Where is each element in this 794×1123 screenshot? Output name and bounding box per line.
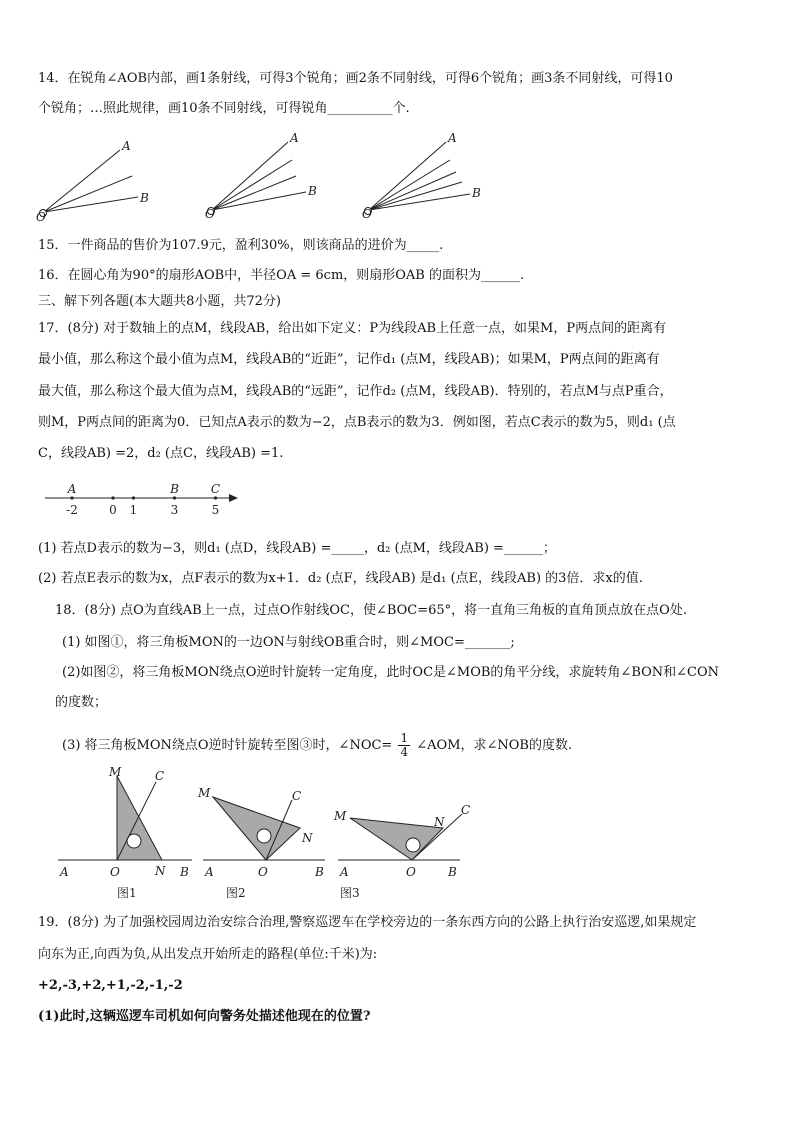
- fig2-label-b: B: [308, 184, 317, 198]
- q18-f1-label-n: N: [155, 864, 166, 878]
- q18-part3-post: ∠AOM，求∠NOB的度数.: [416, 738, 573, 753]
- q18-f3-label-o: O: [406, 865, 416, 879]
- number-line-value-4: 5: [211, 503, 220, 517]
- q18-f2-label-c: C: [292, 789, 302, 803]
- q18-caption-3: 图3: [340, 886, 360, 900]
- q16-line: 16．在圆心角为90°的扇形AOB中，半径OA = 6cm，则扇形OAB 的面积为______.: [38, 268, 525, 283]
- q18-line1: 18．(8分) 点O为直线AB上一点，过点O作射线OC，使∠BOC=65°，将一直角三角板的直角顶点放在点O处.: [55, 603, 687, 618]
- q18-f3-label-n: N: [434, 815, 445, 829]
- number-line-value-0: -2: [66, 503, 78, 517]
- fig2-label-o: O: [205, 207, 215, 221]
- number-line-value-1: 0: [109, 503, 117, 517]
- q18-part1: (1) 如图①，将三角板MON的一边ON与射线OB重合时，则∠MOC=_______;: [62, 635, 515, 650]
- q18-caption-1: 图1: [117, 886, 137, 900]
- q18-f1-label-m: M: [109, 765, 122, 779]
- number-line-value-2: 1: [129, 503, 138, 517]
- fig2-label-a: A: [290, 131, 299, 145]
- number-line-label-3: B: [170, 482, 179, 496]
- fig3-label-a: A: [448, 131, 457, 145]
- q18-part2a: (2)如图②，将三角板MON绕点O逆时针旋转一定角度，此时OC是∠MOB的角平分线，求旋转角∠BON和∠CON: [62, 665, 720, 680]
- q18-figure-2: [203, 797, 325, 860]
- q17-line-1: 17．(8分) 对于数轴上的点M，线段AB，给出如下定义：P为线段AB上任意一点，如果M，P两点间的距离有: [38, 321, 667, 336]
- q18-f2-label-a: A: [205, 865, 214, 879]
- q14-answer-blank: __________: [327, 101, 393, 116]
- q18-f3-label-c: C: [461, 803, 471, 817]
- fig3-label-b: B: [472, 186, 481, 200]
- q18-f3-label-m: M: [334, 809, 347, 823]
- q18-f2-label-n: N: [302, 831, 313, 845]
- section-3-heading: 三、解下列各题(本大题共8小题，共72分): [38, 294, 281, 309]
- q18-f1-label-a: A: [60, 865, 69, 879]
- number-line-label-0: A: [67, 482, 77, 496]
- q17-line-5: C，线段AB) =2，d₂ (点C，线段AB) =1.: [38, 446, 284, 461]
- q18-f3-label-b: B: [448, 865, 457, 879]
- fig1-label-a: A: [122, 139, 131, 153]
- q17-line-3: 最大值，那么称这个最大值为点M，线段AB的“远距”，记作d₂ (点M，线段AB)．特别的，若点M与点P重合，: [38, 384, 673, 399]
- fig1-label-o: O: [36, 210, 46, 224]
- q14-line2-text: 个锐角；…照此规律，画10条不同射线，可得锐角: [38, 101, 328, 116]
- q19-line2: 向东为正,向西为负,从出发点开始所走的路程(单位:千米)为:: [38, 947, 378, 962]
- q19-part1: (1)此时,这辆巡逻车司机如何向警务处描述他现在的位置?: [38, 1009, 371, 1024]
- q18-f1-label-o: O: [110, 865, 120, 879]
- q17-line-4: 则M，P两点间的距离为0．已知点A表示的数为−2，点B表示的数为3．例如图，若点C表示的数为5，则d₁ (点: [38, 415, 676, 430]
- q18-part2b: 的度数；: [55, 695, 108, 710]
- q18-caption-2: 图2: [226, 886, 246, 900]
- q17-part1: (1) 若点D表示的数为−3，则d₁ (点D，线段AB) =_____，d₂ (点M，线段AB) =______；: [38, 541, 556, 556]
- number-line-label-4: C: [210, 482, 221, 496]
- q18-f2-label-m: M: [198, 786, 211, 800]
- q15-line: 15．一件商品的售价为107.9元，盈利30%，则该商品的进价为_____.: [38, 238, 444, 253]
- q14-line1: 14．在锐角∠AOB内部，画1条射线，可得3个锐角；画2条不同射线，可得6个锐角；画3条不同射线，可得10: [38, 71, 673, 86]
- q18-f2-label-b: B: [315, 865, 324, 879]
- q17-part2: (2) 若点E表示的数为x，点F表示的数为x+1．d₂ (点F，线段AB) 是d₁ (点E，线段AB) 的3倍．求x的值.: [38, 571, 643, 586]
- q18-fraction-den: 4: [400, 745, 409, 759]
- q19-data: +2,-3,+2,+1,-2,-1,-2: [38, 978, 183, 993]
- fig3-label-o: O: [362, 207, 372, 221]
- q18-part3-pre: (3) 将三角板MON绕点O逆时针旋转至图③时，∠NOC=: [62, 738, 393, 753]
- q18-f3-label-a: A: [340, 865, 349, 879]
- q18-fraction-num: 1: [400, 731, 409, 745]
- q14-line2-tail: 个.: [392, 101, 410, 116]
- fig1-label-b: B: [140, 191, 149, 205]
- number-line-value-3: 3: [170, 503, 179, 517]
- q18-f1-label-c: C: [155, 769, 165, 783]
- q18-f2-label-o: O: [258, 865, 268, 879]
- q18-f1-label-b: B: [180, 865, 189, 879]
- q17-line-2: 最小值，那么称这个最小值为点M，线段AB的“近距”，记作d₁ (点M，线段AB)；如果M，P两点间的距离有: [38, 352, 660, 367]
- q18-figure-1: [58, 776, 192, 860]
- q19-line1: 19．(8分) 为了加强校园周边治安综合治理,警察巡逻车在学校旁边的一条东西方向的公路上执行治安巡逻,如果规定: [38, 915, 697, 930]
